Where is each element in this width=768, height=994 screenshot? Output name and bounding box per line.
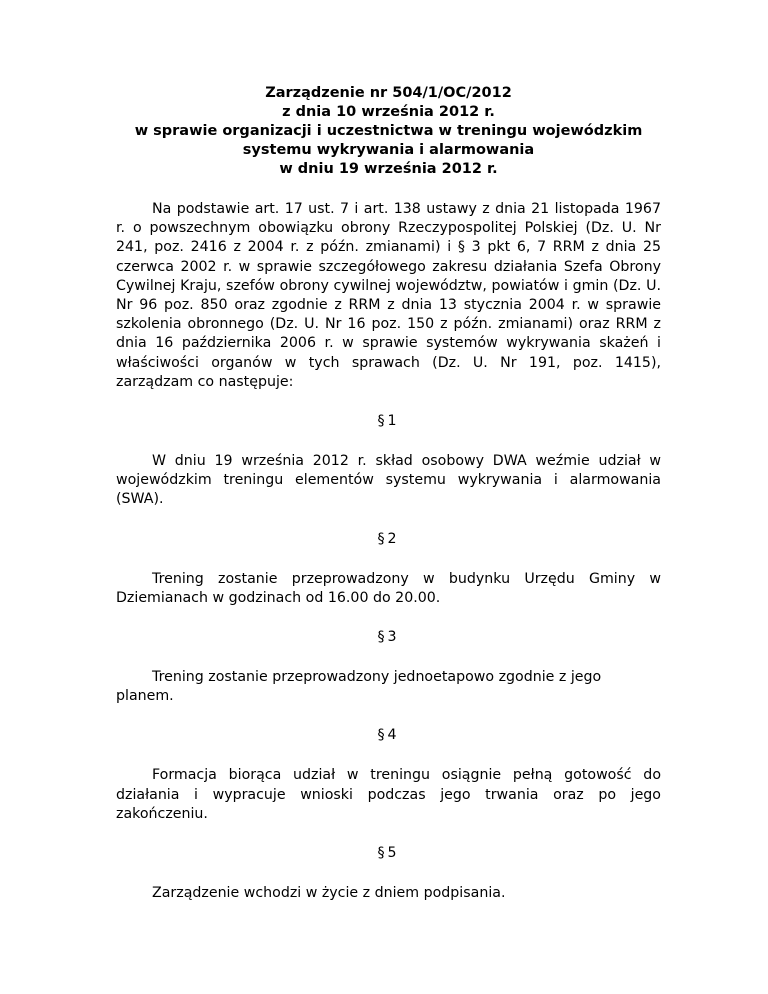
section-2-text-line-2: Dziemianach w godzinach od 16.00 do 20.00.: [116, 589, 441, 606]
title-line-2: z dnia 10 września 2012 r.: [282, 104, 495, 120]
intro-paragraph: Na podstawie art. 17 ust. 7 i art. 138 ustawy z dnia 21 listopada 1967 r. o powszechnym obowiązku obrony Rzeczypospolitej Polskiej (Dz. U. Nr 241, poz. 2416 z 2004 r. z późn. zmianami) i § 3 pkt 6, 7 RRM z dnia 25 czerwca 2002 r. w sprawie szczegółowego zakresu działania Szefa Obrony Cywilnej Kraju, szefów obrony cywilnej województw, powiatów i gmin (Dz. U. Nr 96 poz. 850 oraz zgodnie z RRM z dnia 13 stycznia 2004 r. w sprawie szkolenia obronnego (Dz. U. Nr 16 poz. 150 z późn. zmianami) oraz RRM z dnia 16 października 2006 r. w sprawie systemów wykrywania skażeń i właściwości organów w tych sprawach (Dz. U. Nr 191, poz. 1415), zarządzam co następuje:: [116, 201, 661, 390]
section-2-text-line-1: Trening zostanie przeprowadzony w budynku Urzędu Gminy w: [152, 570, 661, 587]
section-1-text: W dniu 19 września 2012 r. skład osobowy DWA weźmie udział w wojewódzkim treningu elementów systemu wykrywania i alarmowania (SWA).: [116, 453, 661, 508]
title-line-3: w sprawie organizacji i uczestnictwa w treningu wojewódzkim: [134, 123, 643, 139]
title-line-4: systemu wykrywania i alarmowania: [242, 142, 535, 158]
document-title: [116, 84, 661, 179]
section-2-text: [116, 570, 661, 608]
section-4-text: Formacja biorąca udział w treningu osiągnie pełną gotowość do działania i wypracuje wnioski podczas jego trwania oraz po jego zakończeniu.: [116, 767, 661, 822]
title-line-1: Zarządzenie nr 504/1/OC/2012: [265, 85, 512, 101]
document-page: [116, 84, 661, 903]
section-2-mark: §2: [377, 530, 400, 547]
section-1-mark: §1: [377, 413, 400, 430]
section-4-mark: §4: [377, 727, 400, 744]
section-5-text: Zarządzenie wchodzi w życie z dniem podpisania.: [152, 885, 506, 902]
section-3-mark: §3: [377, 629, 400, 646]
section-5-mark: §5: [377, 845, 400, 862]
title-line-5: w dniu 19 września 2012 r.: [279, 161, 498, 177]
section-3-text: Trening zostanie przeprowadzony jednoetapowo zgodnie z jego planem.: [116, 669, 602, 705]
